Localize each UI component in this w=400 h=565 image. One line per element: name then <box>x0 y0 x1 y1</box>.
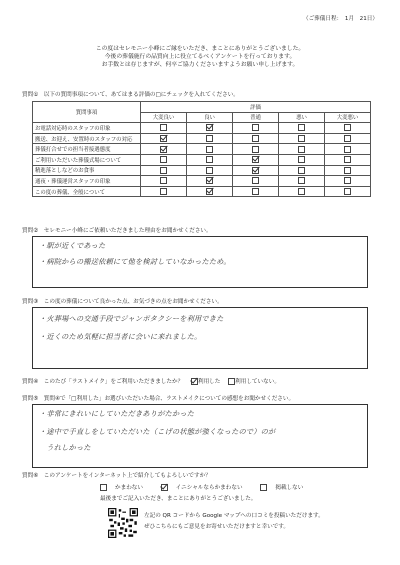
q6-option-no[interactable]: 掲載しない <box>260 485 311 491</box>
rating-cell <box>187 123 233 134</box>
answer-3-line: ・火葬場への交通手段でジャンボタクシーを利用できた <box>39 314 224 323</box>
checkbox-icon[interactable] <box>344 188 351 195</box>
answer-2-line: ・駅が近くであった <box>39 241 106 250</box>
checkbox-checked-icon[interactable] <box>160 135 167 142</box>
intro-line: お手数とは存じますが、何卒ご協力くださいますようお願い申し上げます。 <box>101 62 299 68</box>
question-1-label: 質問① 以下の質問事項について、あてはまる評価の□にチェックを入れてください。 <box>22 92 239 98</box>
checkbox-icon[interactable] <box>206 156 213 163</box>
intro-line: この度はセレモニー小峰にご縁をいただき、まことにありがとうございました。 <box>95 46 305 52</box>
q6-option-ok[interactable]: かまわない <box>100 485 151 491</box>
col-header-item: 質問事項 <box>33 102 141 123</box>
footer-line: 左記の QR コードから Google マップへの口コミを投稿いただけます。 <box>144 513 324 519</box>
table-row <box>33 186 371 197</box>
rating-cell <box>279 133 325 144</box>
rating-cell <box>279 154 325 165</box>
answer-box-3[interactable] <box>32 307 368 369</box>
question-4 <box>22 377 280 385</box>
checkbox-icon[interactable] <box>298 156 305 163</box>
rating-cell <box>187 176 233 187</box>
checkbox-icon[interactable] <box>344 167 351 174</box>
rating-cell <box>141 154 187 165</box>
rating-cell <box>325 165 371 176</box>
q6-options <box>100 483 319 491</box>
rating-cell <box>233 123 279 134</box>
rating-cell <box>233 133 279 144</box>
checkbox-icon[interactable] <box>344 177 351 184</box>
checkbox-icon[interactable] <box>100 484 107 491</box>
checkbox-checked-icon[interactable] <box>161 484 168 491</box>
qr-code-icon[interactable] <box>108 508 138 538</box>
table-row <box>33 123 371 134</box>
rating-cell <box>325 133 371 144</box>
checkbox-icon[interactable] <box>228 378 235 385</box>
rating-cell <box>187 165 233 176</box>
closing-text: 最後までご記入いただき、まことにありがとうございました。 <box>100 496 257 502</box>
row-item-label: 搬送、お迎え、安置時のスタッフの対応 <box>33 133 141 144</box>
checkbox-icon[interactable] <box>298 124 305 131</box>
table-row <box>33 176 371 187</box>
checkbox-icon[interactable] <box>206 135 213 142</box>
rating-header: 良い <box>187 112 233 123</box>
checkbox-icon[interactable] <box>298 146 305 153</box>
rating-cell <box>325 154 371 165</box>
checkbox-icon[interactable] <box>344 124 351 131</box>
intro-text <box>0 45 400 69</box>
rating-header: 大変良い <box>141 112 187 123</box>
answer-5-line: うれしかった <box>39 443 91 452</box>
rating-header: 悪い <box>279 112 325 123</box>
checkbox-icon[interactable] <box>252 124 259 131</box>
checkbox-icon[interactable] <box>252 135 259 142</box>
row-item-label: お電話対応時のスタッフの印象 <box>33 123 141 134</box>
checkbox-icon[interactable] <box>298 135 305 142</box>
checkbox-icon[interactable] <box>206 167 213 174</box>
answer-2-line: ・病院からの搬送依頼にて他を検討していなかったため。 <box>39 257 231 266</box>
q4-option-not-used[interactable]: 利用していない。 <box>228 379 280 385</box>
rating-cell <box>187 154 233 165</box>
checkbox-icon[interactable] <box>252 146 259 153</box>
row-item-label: この度の葬儀、全般について <box>33 186 141 197</box>
rating-cell <box>279 186 325 197</box>
footer-line: ぜひこちらにもご意見をお寄せいただけますと幸いです。 <box>144 524 289 530</box>
rating-cell <box>279 123 325 134</box>
evaluation-table <box>32 101 371 197</box>
checkbox-icon[interactable] <box>344 146 351 153</box>
answer-box-2[interactable] <box>32 236 368 288</box>
rating-cell <box>279 165 325 176</box>
checkbox-checked-icon[interactable] <box>252 167 259 174</box>
checkbox-icon[interactable] <box>160 167 167 174</box>
checkbox-checked-icon[interactable] <box>206 188 213 195</box>
table-row <box>33 133 371 144</box>
row-item-label: 葬儀打合せでの担当者接遇態度 <box>33 144 141 155</box>
checkbox-icon[interactable] <box>298 167 305 174</box>
table-row <box>33 165 371 176</box>
rating-cell <box>141 144 187 155</box>
checkbox-icon[interactable] <box>260 484 267 491</box>
rating-header: 普通 <box>233 112 279 123</box>
question-3-label: 質問③ この度の葬儀について良かった点、お気づきの点をお聞かせください。 <box>22 299 223 305</box>
checkbox-checked-icon[interactable] <box>252 156 259 163</box>
rating-cell <box>233 176 279 187</box>
rating-cell <box>325 176 371 187</box>
answer-3-line: ・近くのため気軽に担当者に会いに来れました。 <box>39 332 202 341</box>
row-item-label: 精進落としなどのお食事 <box>33 165 141 176</box>
rating-cell <box>233 165 279 176</box>
table-row <box>33 154 371 165</box>
answer-5-line: ・途中で手直しをしていただいた（こげの状態が強くなったので）のが <box>39 427 276 436</box>
checkbox-checked-icon[interactable] <box>206 177 213 184</box>
checkbox-icon[interactable] <box>298 177 305 184</box>
checkbox-icon[interactable] <box>298 188 305 195</box>
answer-box-5[interactable] <box>32 404 368 468</box>
rating-cell <box>279 144 325 155</box>
checkbox-checked-icon[interactable] <box>191 378 198 385</box>
col-header-eval: 評価 <box>141 102 371 113</box>
rating-cell <box>141 186 187 197</box>
checkbox-icon[interactable] <box>252 177 259 184</box>
rating-cell <box>141 165 187 176</box>
checkbox-icon[interactable] <box>160 177 167 184</box>
question-4-label: 質問④ このたび「ラストメイク」をご利用いただきましたか？ <box>22 379 184 385</box>
rating-cell <box>187 144 233 155</box>
checkbox-checked-icon[interactable] <box>206 124 213 131</box>
answer-5-line: ・非常にきれいにしていただきありがたかった <box>39 409 195 418</box>
rating-cell <box>187 133 233 144</box>
rating-cell <box>233 144 279 155</box>
row-item-label: 通夜・葬儀運営スタッフの印象 <box>33 176 141 187</box>
checkbox-icon[interactable] <box>206 146 213 153</box>
rating-cell <box>325 186 371 197</box>
rating-cell <box>233 186 279 197</box>
checkbox-icon[interactable] <box>160 188 167 195</box>
rating-cell <box>141 176 187 187</box>
row-item-label: ご利用いただいた葬儀式場について <box>33 154 141 165</box>
rating-cell <box>279 176 325 187</box>
ceremony-date: （ご葬儀日程： 1月 21日） <box>302 16 378 22</box>
q4-option-used[interactable]: 利用した <box>191 379 220 385</box>
rating-cell <box>233 154 279 165</box>
evaluation-rows <box>33 123 371 197</box>
checkbox-icon[interactable] <box>160 156 167 163</box>
checkbox-checked-icon[interactable] <box>160 146 167 153</box>
table-row <box>33 144 371 155</box>
rating-cell <box>325 144 371 155</box>
rating-cell <box>141 123 187 134</box>
question-5-label: 質問⑤ 質問④で「□利用した」お選びいただいた場合、ラストメイクについての感想をお聞かせください。 <box>22 396 295 402</box>
question-6-label: 質問⑥ このアンケートをインターネット上で紹介してもよろしいですか？ <box>22 473 211 479</box>
rating-cell <box>187 186 233 197</box>
question-2-label: 質問② セレモニー小峰にご依頼いただきました理由をお聞かせください。 <box>22 228 212 234</box>
checkbox-icon[interactable] <box>344 135 351 142</box>
intro-line: 今後の葬儀施行の品質向上に役立てるべくアンケートを行っております。 <box>104 54 296 60</box>
q6-option-initials[interactable]: イニシャルならかまわない <box>161 485 251 491</box>
checkbox-icon[interactable] <box>160 124 167 131</box>
rating-cell <box>141 133 187 144</box>
checkbox-icon[interactable] <box>344 156 351 163</box>
rating-cell <box>325 123 371 134</box>
rating-header: 大変悪い <box>325 112 371 123</box>
checkbox-icon[interactable] <box>252 188 259 195</box>
